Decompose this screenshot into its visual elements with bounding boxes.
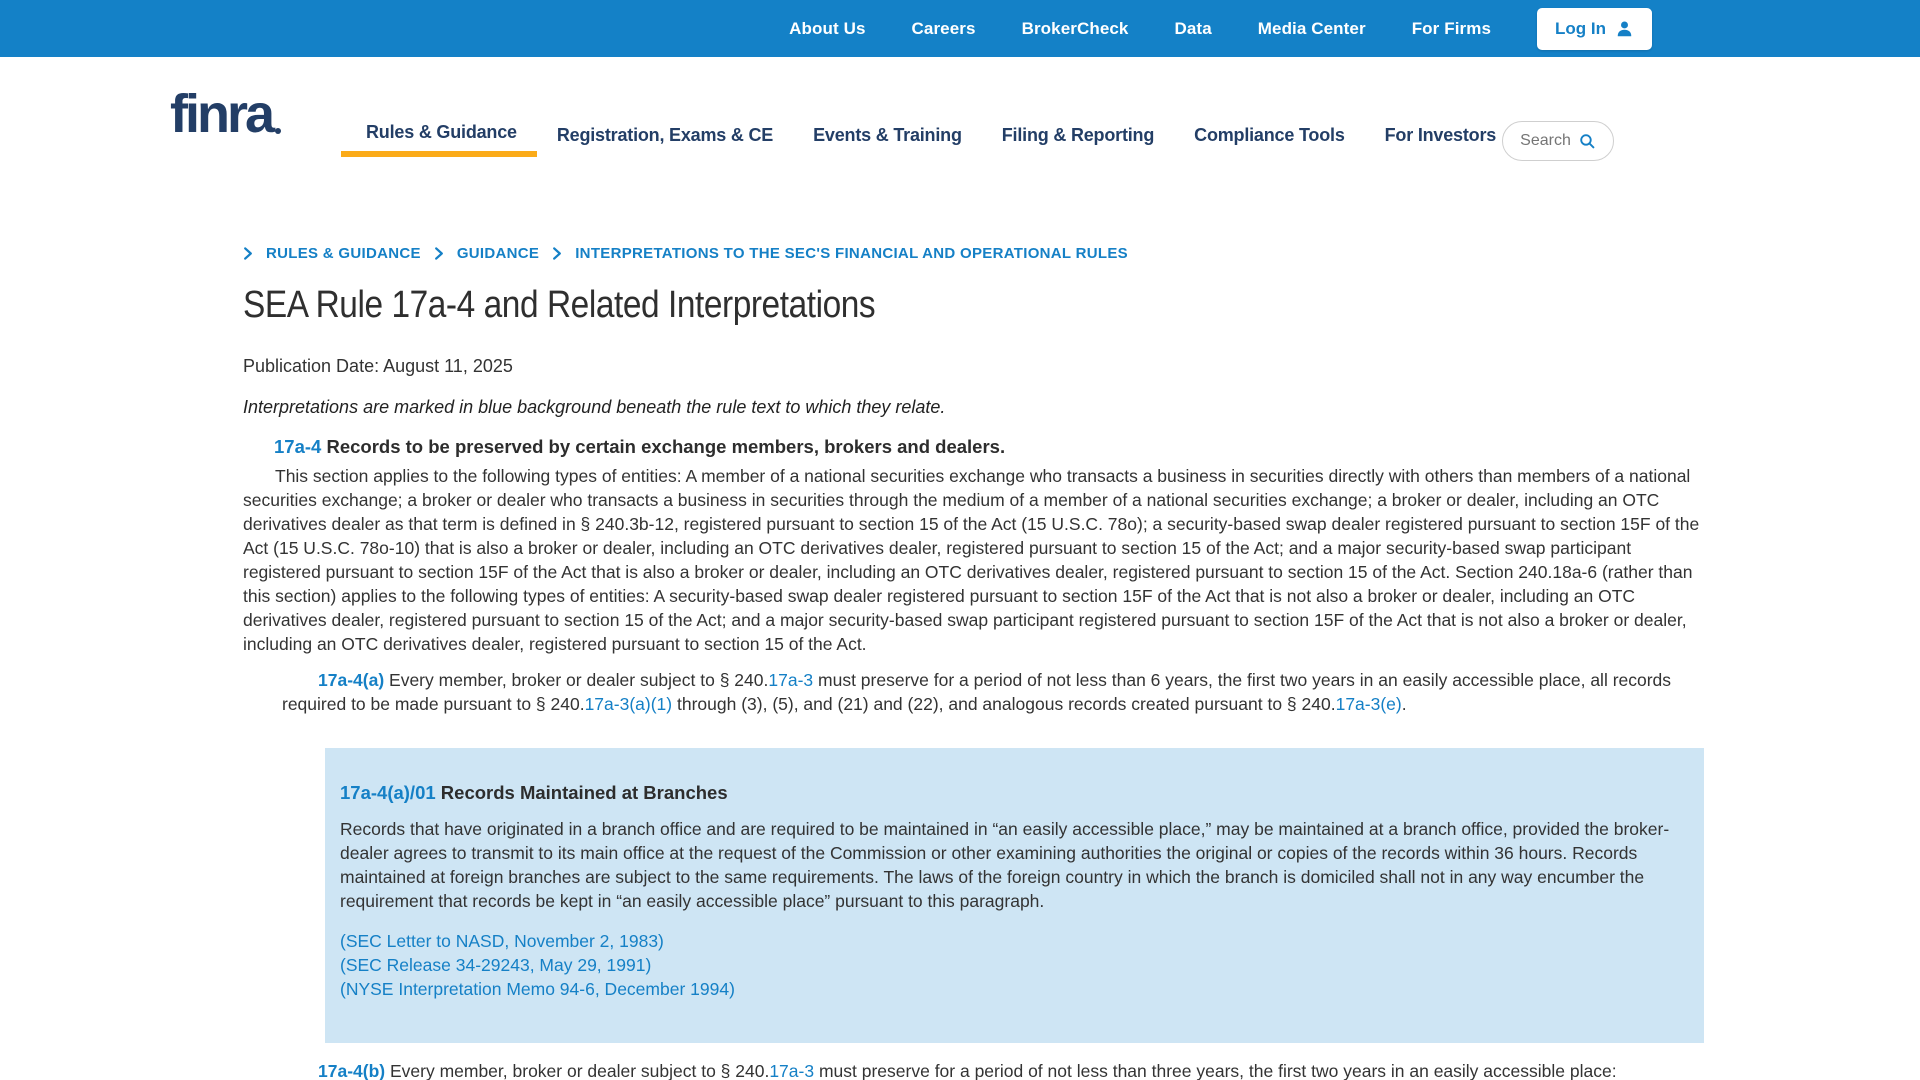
rule-text: Every member, broker or dealer subject to § 240.: [384, 670, 769, 690]
chevron-icon: [552, 247, 562, 260]
utility-link-careers[interactable]: Careers: [911, 18, 976, 38]
rule-link[interactable]: 17a-3: [768, 670, 814, 690]
paragraph-17a-4a: [282, 668, 1700, 716]
nav-registration-exams-ce[interactable]: Registration, Exams & CE: [556, 125, 774, 145]
citation-link[interactable]: (SEC Letter to NASD, November 2, 1983): [340, 931, 664, 951]
nav-events-training[interactable]: Events & Training: [813, 125, 962, 145]
search-icon: [1579, 133, 1596, 150]
chevron-icon: [434, 247, 444, 260]
utility-link-media-center[interactable]: Media Center: [1257, 18, 1366, 38]
interpretation-heading: [340, 780, 1686, 805]
nav-rules-guidance[interactable]: Rules & Guidance: [366, 122, 517, 142]
rule-text: through (3), (5), and (21) and (22), and analogous records created pursuant to § 240.: [672, 694, 1336, 714]
citation-link[interactable]: (NYSE Interpretation Memo 94-6, December 1994): [340, 979, 735, 999]
logo-trademark-dot: [275, 128, 281, 134]
page-title: SEA Rule 17a-4 and Related Interpretations: [243, 284, 876, 326]
breadcrumb-interpretations[interactable]: INTERPRETATIONS TO THE SEC'S FINANCIAL AND OPERATIONAL RULES: [575, 245, 1128, 262]
utility-link-for-firms[interactable]: For Firms: [1411, 18, 1492, 38]
user-icon: [1615, 19, 1634, 38]
rule-text: Every member, broker or dealer subject to § 240.: [385, 1061, 770, 1080]
rule-link[interactable]: 17a-3(a)(1): [584, 694, 673, 714]
nav-for-investors[interactable]: For Investors: [1384, 125, 1497, 145]
rule-number-label[interactable]: 17a-4(b): [318, 1061, 386, 1080]
rule-text: .: [1401, 694, 1407, 714]
rule-link[interactable]: 17a-3: [769, 1061, 815, 1080]
utility-link-brokercheck[interactable]: BrokerCheck: [1021, 18, 1129, 38]
breadcrumb-guidance[interactable]: GUIDANCE: [456, 245, 540, 262]
utility-nav: [0, 0, 1920, 57]
rule-heading: [274, 434, 1700, 459]
interpretation-body: Records that have originated in a branch office and are required to be maintained in “an easily accessible place,” may be maintained at a branch office, provided the broker-dealer agrees to transmit to its main office at the request of the Commission or other examining authorities the original or copies of the records within 36 hours. Records maintained at foreign branches are subject to the same requirements. The laws of the foreign country in which the branch is domiciled shall not in any way encumber the requirement that records be kept in “an easily accessible place” pursuant to this paragraph.: [340, 819, 1670, 911]
search-label: Search: [1520, 132, 1571, 149]
breadcrumb: [243, 245, 1700, 262]
interpretation-box: [325, 748, 1704, 1043]
chevron-icon: [243, 247, 253, 260]
rule-link[interactable]: 17a-3(e): [1335, 694, 1402, 714]
interpretation-citations: [340, 929, 1686, 1001]
rule-intro: This section applies to the following types of entities: A member of a national securities exchange who transacts a business in securities directly with others than members of a national securities exchange; a broker or dealer who transacts a business in securities through the medium of a member of a national securities exchange; a broker or dealer, including an OTC derivatives dealer as that term is defined in § 240.3b-12, registered pursuant to section 15 of the Act (15 U.S.C. 78o); a security-based swap dealer registered pursuant to section 15F of the Act (15 U.S.C. 78o-10) that is also a broker or dealer, including an OTC derivatives dealer, registered pursuant to section 15 of the Act; and a major security-based swap participant registered pursuant to section 15F of the Act that is also a broker or dealer, including an OTC derivatives dealer, registered pursuant to section 15 of the Act. Section 240.18a-6 (rather than this section) applies to the following types of entities: A security-based swap dealer registered pursuant to section 15F of the Act that is not also a broker or dealer, including an OTC derivatives dealer, registered pursuant to section 15 of the Act; and a major security-based swap participant registered pursuant to section 15F of the Act that is not also a broker or dealer, including an OTC derivatives dealer, registered pursuant to section 15 of the Act.: [243, 466, 1700, 654]
interpretation-title: Records Maintained at Branches: [435, 782, 728, 803]
interpretation-number[interactable]: 17a-4(a)/01: [340, 782, 436, 803]
finra-logo[interactable]: [170, 84, 281, 144]
login-label: Log In: [1555, 18, 1606, 38]
citation-link[interactable]: (SEC Release 34-29243, May 29, 1991): [340, 955, 652, 975]
rule-heading-text: Records to be preserved by certain exchange members, brokers and dealers.: [321, 436, 1006, 457]
interpretation-note: Interpretations are marked in blue background beneath the rule text to which they relate.: [243, 397, 946, 417]
publication-date: Publication Date: August 11, 2025: [243, 356, 513, 376]
utility-link-data[interactable]: Data: [1174, 18, 1212, 38]
rule-text: must preserve for a period of not less than 6 years, the first two years in an easily accessible place, all records required to be made pursuant to § 240.: [282, 670, 1672, 714]
paragraph-17a-4b: [282, 1059, 1700, 1080]
nav-filing-reporting[interactable]: Filing & Reporting: [1001, 125, 1155, 145]
nav-compliance-tools[interactable]: Compliance Tools: [1194, 125, 1345, 145]
utility-link-about-us[interactable]: About Us: [789, 18, 866, 38]
main-nav: [366, 122, 1497, 146]
breadcrumb-rules-guidance[interactable]: RULES & GUIDANCE: [266, 245, 421, 262]
rule-text: must preserve for a period of not less than three years, the first two years in an easily accessible place:: [814, 1061, 1617, 1080]
main-content: [243, 245, 1700, 1080]
rule-number[interactable]: 17a-4: [274, 436, 322, 457]
site-header: [0, 57, 1920, 172]
rule-number-label[interactable]: 17a-4(a): [318, 670, 385, 690]
search-box[interactable]: [1502, 121, 1614, 161]
login-button[interactable]: [1537, 8, 1652, 50]
finra-logo-text: finra: [170, 84, 273, 144]
